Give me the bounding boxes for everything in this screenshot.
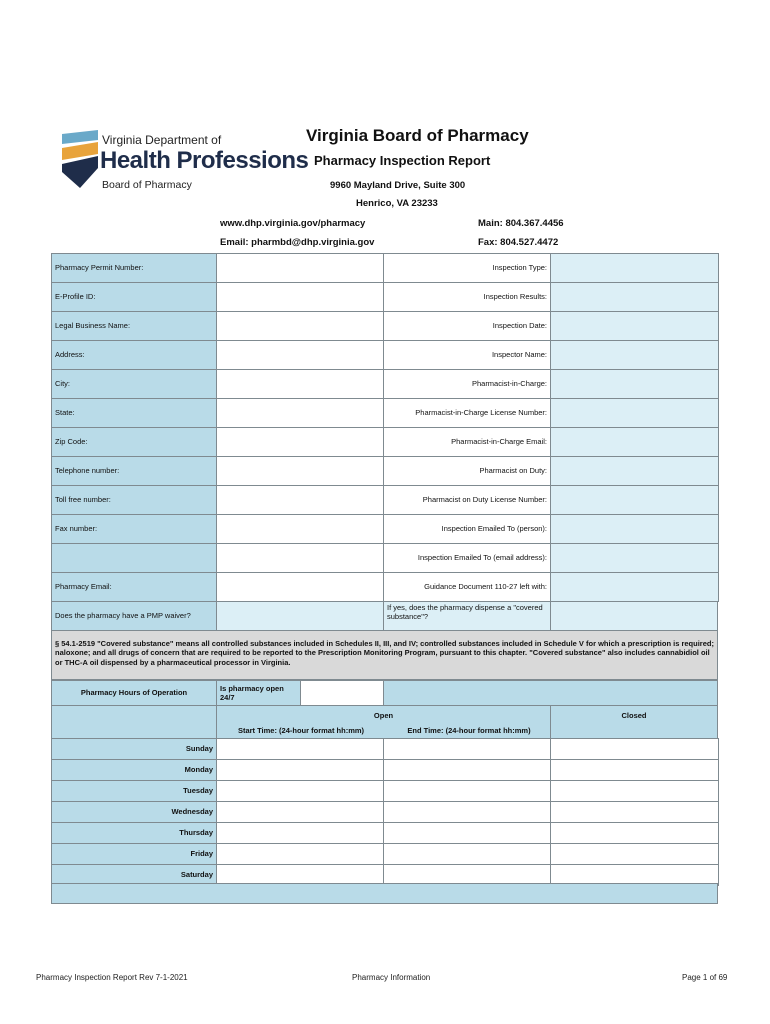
form-right-field[interactable] (550, 282, 719, 312)
logo-line2: Health Professions (100, 147, 309, 174)
hours-title: Pharmacy Hours of Operation (51, 680, 217, 706)
form-right-field[interactable] (550, 572, 719, 602)
end-time-field[interactable] (383, 843, 551, 865)
closed-field[interactable] (550, 738, 719, 760)
form-left-field[interactable] (216, 369, 384, 399)
form-left-field[interactable] (216, 514, 384, 544)
form-right-label: Pharmacist-in-Charge License Number: (383, 398, 551, 428)
logo-line1: Virginia Department of (102, 133, 222, 147)
closed-field[interactable] (550, 843, 719, 865)
board-email[interactable]: Email: pharmbd@dhp.virginia.gov (220, 237, 375, 248)
open-header: Open (373, 711, 394, 720)
start-time-field[interactable] (216, 759, 384, 781)
form-left-label: Telephone number: (51, 456, 217, 486)
form-right-field[interactable] (550, 340, 719, 370)
form-left-field[interactable] (216, 282, 384, 312)
start-time-field[interactable] (216, 738, 384, 760)
form-right-label: Pharmacist-in-Charge Email: (383, 427, 551, 457)
form-left-field[interactable] (216, 427, 384, 457)
form-right-label: Guidance Document 110-27 left with: (383, 572, 551, 602)
form-right-label: Pharmacist-in-Charge: (383, 369, 551, 399)
day-label: Wednesday (51, 801, 217, 823)
form-right-label: Inspection Emailed To (person): (383, 514, 551, 544)
form-left-label: Legal Business Name: (51, 311, 217, 341)
day-label: Tuesday (51, 780, 217, 802)
end-time-field[interactable] (383, 738, 551, 760)
form-left-field[interactable] (216, 572, 384, 602)
form-left-field[interactable] (216, 253, 384, 283)
form-left-label: City: (51, 369, 217, 399)
end-time-header: End Time: (24-hour format hh:mm) (407, 726, 531, 735)
closed-header: Closed (550, 705, 718, 739)
statute-note: § 54.1-2519 "Covered substance" means all controlled substances included in Schedules II, III, and IV; controlled substances included in Schedule V for which a prescription is required; naloxone; and all drugs of concern that are required to be reported to the Prescription Monitoring Program, pursuant to this chapter. "Covered substance" also includes cannabidiol oil or THC-A oil dispensed by a pharmaceutical processor in Virginia. (51, 630, 718, 680)
start-time-field[interactable] (216, 780, 384, 802)
start-time-field[interactable] (216, 843, 384, 865)
form-left-label: Pharmacy Email: (51, 572, 217, 602)
open-header-cell (216, 705, 551, 739)
closed-field[interactable] (550, 822, 719, 844)
hours-footer-band (51, 883, 718, 904)
form-right-label: Inspection Type: (383, 253, 551, 283)
form-right-label: Inspection Emailed To (email address): (383, 543, 551, 573)
form-right-field[interactable] (550, 456, 719, 486)
day-label: Saturday (51, 864, 217, 886)
form-left-label (51, 543, 217, 573)
form-right-field[interactable] (550, 311, 719, 341)
form-left-label: State: (51, 398, 217, 428)
logo-line3: Board of Pharmacy (102, 179, 192, 191)
form-left-label: Zip Code: (51, 427, 217, 457)
closed-field[interactable] (550, 780, 719, 802)
covered-substance-label: If yes, does the pharmacy dispense a "covered substance"? (383, 601, 551, 631)
start-time-field[interactable] (216, 822, 384, 844)
form-right-field[interactable] (550, 485, 719, 515)
hours-header-fill (383, 680, 718, 706)
day-label: Monday (51, 759, 217, 781)
form-right-field[interactable] (550, 398, 719, 428)
form-left-label: Toll free number: (51, 485, 217, 515)
main-phone: Main: 804.367.4456 (478, 218, 564, 229)
day-label: Thursday (51, 822, 217, 844)
form-right-label: Inspection Date: (383, 311, 551, 341)
day-label: Friday (51, 843, 217, 865)
form-left-label: Address: (51, 340, 217, 370)
form-left-field[interactable] (216, 543, 384, 573)
shield-logo-icon (60, 128, 102, 190)
form-left-field[interactable] (216, 485, 384, 515)
form-right-label: Pharmacist on Duty: (383, 456, 551, 486)
start-time-field[interactable] (216, 801, 384, 823)
footer-section: Pharmacy Information (352, 973, 431, 982)
day-label: Sunday (51, 738, 217, 760)
covered-substance-field[interactable] (550, 601, 718, 631)
board-title: Virginia Board of Pharmacy (306, 126, 529, 145)
closed-field[interactable] (550, 759, 719, 781)
form-right-label: Inspection Results: (383, 282, 551, 312)
footer-revision: Pharmacy Inspection Report Rev 7-1-2021 (36, 973, 188, 982)
address-line2: Henrico, VA 23233 (356, 198, 438, 209)
hours-corner (51, 705, 217, 739)
form-left-field[interactable] (216, 311, 384, 341)
pmp-waiver-label: Does the pharmacy have a PMP waiver? (51, 601, 217, 631)
end-time-field[interactable] (383, 822, 551, 844)
report-title: Pharmacy Inspection Report (314, 153, 491, 168)
form-right-field[interactable] (550, 543, 719, 573)
start-time-header: Start Time: (24-hour format hh:mm) (237, 726, 365, 735)
footer-page-number: Page 1 of 69 (682, 973, 728, 982)
open-247-label: Is pharmacy open 24/7 (216, 680, 301, 706)
form-right-field[interactable] (550, 253, 719, 283)
address-line1: 9960 Mayland Drive, Suite 300 (330, 180, 466, 191)
website-link[interactable]: www.dhp.virginia.gov/pharmacy (220, 218, 366, 229)
form-left-label: Pharmacy Permit Number: (51, 253, 217, 283)
end-time-field[interactable] (383, 780, 551, 802)
form-right-label: Inspector Name: (383, 340, 551, 370)
form-left-field[interactable] (216, 456, 384, 486)
form-right-label: Pharmacist on Duty License Number: (383, 485, 551, 515)
form-left-label: E-Profile ID: (51, 282, 217, 312)
fax-phone: Fax: 804.527.4472 (478, 237, 559, 248)
open-247-field[interactable] (300, 680, 384, 706)
form-right-field[interactable] (550, 427, 719, 457)
form-right-field[interactable] (550, 514, 719, 544)
form-left-field[interactable] (216, 398, 384, 428)
form-left-label: Fax number: (51, 514, 217, 544)
end-time-field[interactable] (383, 801, 551, 823)
pmp-waiver-field[interactable] (216, 601, 384, 631)
end-time-field[interactable] (383, 759, 551, 781)
form-right-field[interactable] (550, 369, 719, 399)
closed-field[interactable] (550, 801, 719, 823)
form-left-field[interactable] (216, 340, 384, 370)
